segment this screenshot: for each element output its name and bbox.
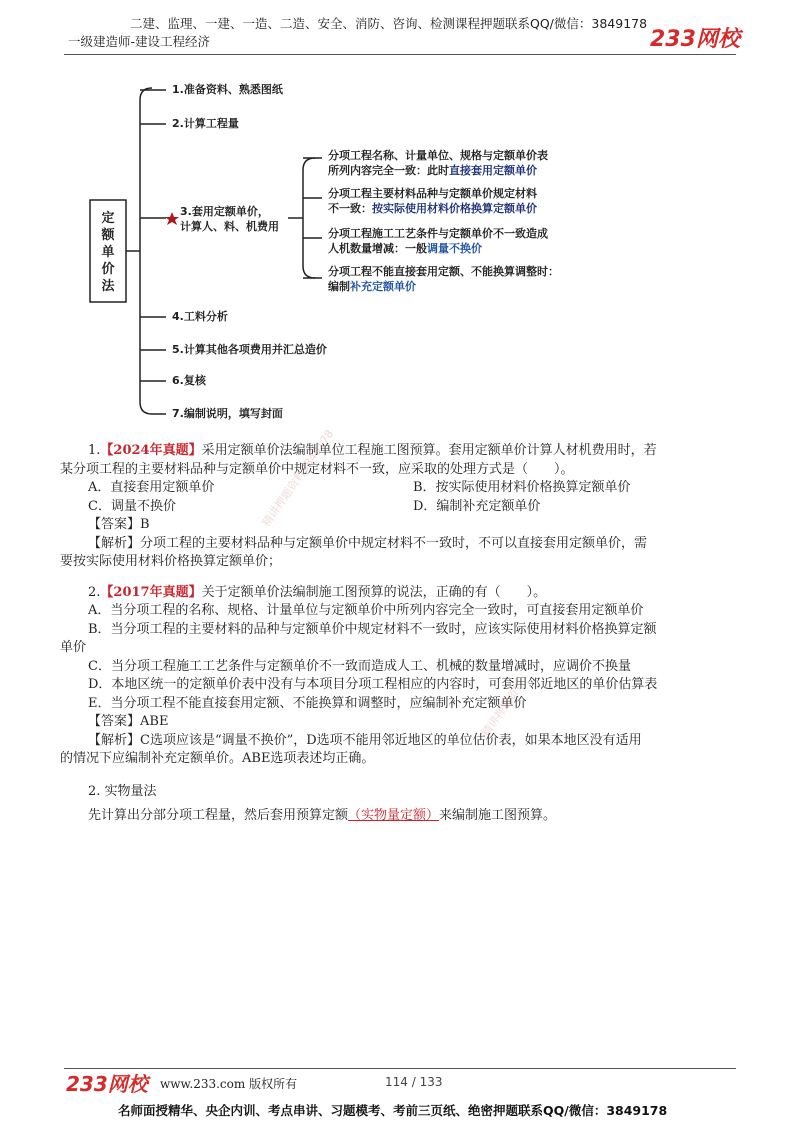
q2-option-d: D．本地区统一的定额单价表中没有与本项目分项工程相应的内容时，可套用邻近地区的单价估算表 xyxy=(88,677,658,692)
logo-text: 网校 xyxy=(695,27,740,52)
q2-option-c: C．当分项工程施工工艺条件与定额单价不一致而造成人工、机械的数量增减时，应调价不换量 xyxy=(88,658,631,674)
header-doc-title: 一级建造师-建设工程经济 xyxy=(68,34,211,49)
q1-option-c: C．调量不换价 xyxy=(88,498,176,514)
q2-stem: 2.【2017年真题】关于定额单价法编制施工图预算的说法，正确的有（ ）。 xyxy=(88,584,547,600)
sub-case-3: 分项工程施工工艺条件与定额单价不一致造成 人机数量增减：一般调量不换价 xyxy=(328,227,548,256)
q1-options-row-1 xyxy=(88,479,738,498)
question-2 xyxy=(60,584,738,769)
section-2-highlight: （实物量定额） xyxy=(348,808,440,823)
header-divider xyxy=(64,54,736,55)
q1-analysis: 【解析】分项工程的主要材料品种与定额单价中规定材料不一致时，不可以直接套用定额单价，需 xyxy=(88,535,648,551)
step-6: 6.复核 xyxy=(172,374,206,387)
page-number: 114 / 133 xyxy=(385,1075,443,1089)
method-diagram xyxy=(60,70,600,430)
q2-option-b: B．当分项工程的主要材料的品种与定额单价中规定材料不一致时，应该实际使用材料价格换算定额 xyxy=(88,621,657,637)
q2-answer: 【答案】ABE xyxy=(88,714,169,729)
footer-site: www.233.com 版权所有 xyxy=(160,1077,298,1091)
q1-stem: 1.【2024年真题】采用定额单价法编制单位工程施工图预算。套用定额单价计算人材机费用时，若 xyxy=(88,443,657,458)
footer-promo: 名师面授精华、央企内训、考点串讲、习题模考、考前三页纸、绝密押题联系QQ/微信：3849178 xyxy=(118,1103,668,1118)
footer-logo-text: 网校 xyxy=(107,1072,148,1096)
question-content xyxy=(60,442,738,826)
footer-divider xyxy=(64,1068,736,1069)
sub-case-4: 分项工程不能直接套用定额、不能换算调整时： 编制补充定额单价 xyxy=(328,265,559,294)
q1-stem-cont: 某分项工程的主要材料品种与定额单价中规定材料不一致，应采取的处理方式是（ ）。 xyxy=(60,461,574,477)
q1-option-d: D．编制补充定额单价 xyxy=(413,498,541,514)
step-1: 1.准备资料、熟悉图纸 xyxy=(172,83,283,96)
q2-analysis: 【解析】C选项应该是“调量不换价”，D选项不能用邻近地区的单位估价表，如果本地区没有适用 xyxy=(88,732,642,748)
q1-option-b: B．按实际使用材料价格换算定额单价 xyxy=(413,480,631,495)
q1-tag: 【2024年真题】 xyxy=(100,443,202,458)
q1-answer: 【答案】B xyxy=(88,517,150,532)
q2-tag: 【2017年真题】 xyxy=(100,584,202,600)
section-2-title: 2. 实物量法 xyxy=(88,783,157,799)
footer-logo-number: 233 xyxy=(66,1072,108,1096)
header-contact-line: 二建、监理、一建、一造、二造、安全、消防、咨询、检测课程押题联系QQ/微信：3849178 xyxy=(130,16,648,31)
question-1 xyxy=(60,442,738,572)
root-label: 定 额 单 价 法 xyxy=(101,211,115,294)
q2-analysis-cont: 的情况下应编制补充定额单价。ABE选项表述均正确。 xyxy=(60,751,375,766)
step-5: 5.计算其他各项费用并汇总造价 xyxy=(172,343,327,356)
q2-option-a: A．当分项工程的名称、规格、计量单位与定额单价中所列内容完全一致时，可直接套用定额单价 xyxy=(88,603,644,618)
q1-options-row-2 xyxy=(88,498,738,517)
sub-case-2: 分项工程主要材料品种与定额单价规定材料 不一致：按实际使用材料价格换算定额单价 xyxy=(328,187,537,216)
q1-option-a: A．直接套用定额单价 xyxy=(88,480,215,495)
section-2-body: 先计算出分部分项工程量，然后套用预算定额（实物量定额）来编制施工图预算。 xyxy=(88,808,557,823)
sub-case-1: 分项工程名称、计量单位、规格与定额单价表 所列内容完全一致：此时直接套用定额单价 xyxy=(328,149,548,178)
step-3: 3.套用定额单价， 计算人、料、机费用 xyxy=(180,205,279,234)
watermark: 精讲押题资料 xyxy=(479,677,528,740)
q2-option-e: E．当分项工程不能直接套用定额、不能换算和调整时，应编制补充定额单价 xyxy=(88,695,527,711)
step-7: 7.编制说明，填写封面 xyxy=(172,407,283,420)
watermark: 精讲押题资料3849178 xyxy=(259,427,337,530)
logo-number: 233 xyxy=(650,27,696,52)
q2-option-b-cont: 单价 xyxy=(60,640,87,655)
footer-logo xyxy=(66,1068,148,1097)
step-2: 2.计算工程量 xyxy=(172,117,239,130)
step-4: 4.工料分析 xyxy=(172,310,228,323)
star-icon xyxy=(165,212,179,225)
q1-analysis-cont: 要按实际使用材料价格换算定额单价； xyxy=(60,554,282,569)
header-logo xyxy=(650,22,740,53)
